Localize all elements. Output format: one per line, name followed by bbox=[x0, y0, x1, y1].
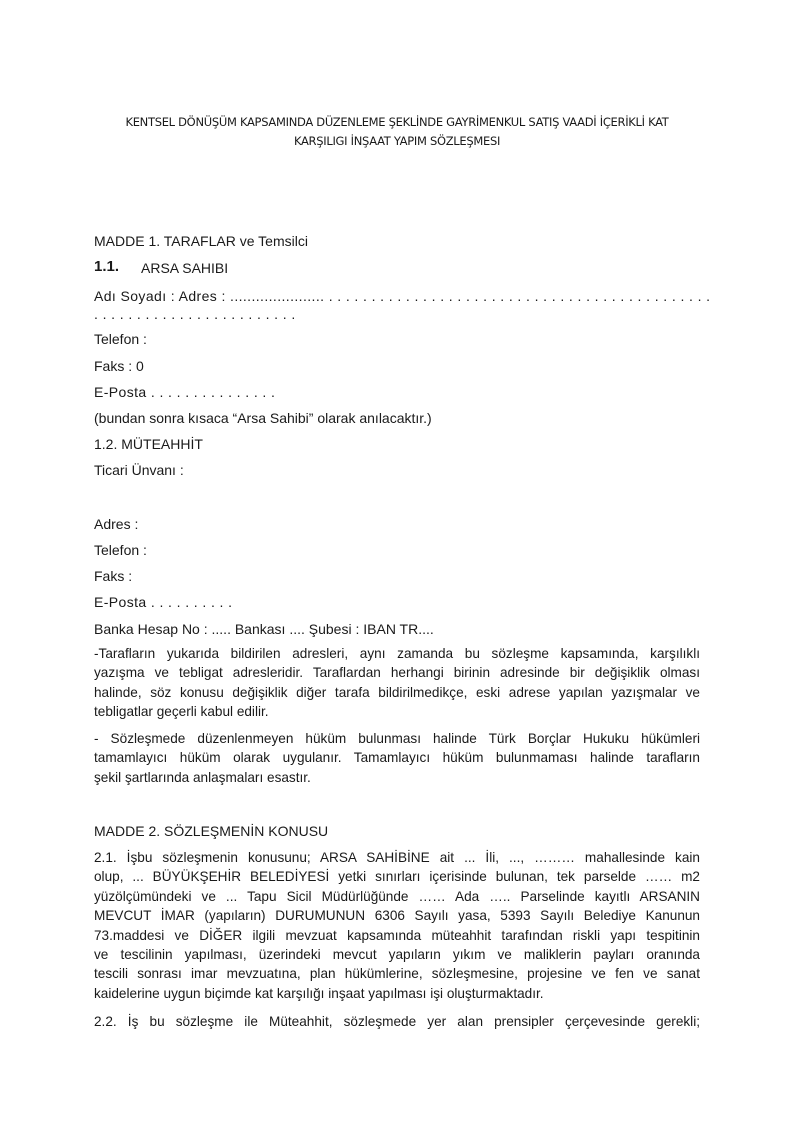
eposta-field-2: E-Posta . . . . . . . . . . bbox=[94, 594, 233, 610]
madde-1-heading: MADDE 1. TARAFLAR ve Temsilci bbox=[94, 233, 308, 249]
adi-soyadi-adres-line: Adı Soyadı : Adres : ...................... . . . . . . . . . . . . . . . . . . . . . . . . . . . . . . . . . . . . . . . . . . . . . bbox=[94, 288, 711, 304]
faks-field-2: Faks : bbox=[94, 568, 133, 584]
document-title bbox=[80, 113, 714, 151]
paragraph-line: ve tescilinin yapılması, üzerindeki mevcut yapıların yıkım ve maliklerin payları oranında bbox=[94, 946, 700, 962]
title-line-2: KARŞILIGI İNŞAAT YAPIM SÖZLEŞMESI bbox=[293, 134, 501, 148]
paragraph-line: kaidelerine uygun biçimde kat karşılığı inşaat yapılması işi oluşturmaktadır. bbox=[94, 985, 544, 1001]
paragraph-line: -Tarafların yukarıda bildirilen adresleri, aynı zamanda bu sözleşme kapsamında, karşılıklı bbox=[94, 646, 700, 661]
paragraph-line: halinde, söz konusu değişiklik diğer tarafa bildirilmedikçe, eski adrese yapılan yazışmalar ve bbox=[94, 684, 700, 700]
paragraph-line: şekil şartlarında anlaşmaları esastır. bbox=[94, 769, 311, 785]
madde-2-heading: MADDE 2. SÖZLEŞMENİN KONUSU bbox=[94, 823, 329, 839]
title-line-1: KENTSEL DÖNÜŞÜM KAPSAMINDA DÜZENLEME ŞEKLİNDE GAYRİMENKUL SATIŞ VAADİ İÇERİKLİ KAT bbox=[125, 115, 669, 129]
section-1-1-label: ARSA SAHIBI bbox=[141, 260, 229, 276]
paragraph-line: 2.1. İşbu sözleşmenin konusunu; ARSA SAHİBİNE ait ... İli, ..., ……… mahallesinde kain bbox=[94, 850, 700, 865]
paragraph-line: yüzölçümündeki ve ... Tapu Sicil Müdürlüğünde …… Ada ….. Parselinde kayıtlı ARSANIN bbox=[94, 888, 700, 904]
faks-field: Faks : 0 bbox=[94, 358, 144, 374]
paragraph-line: tebligatlar geçerli kabul edilir. bbox=[94, 704, 269, 720]
sozlesme-konusu-paragraph bbox=[94, 848, 700, 1003]
banka-hesap-field: Banka Hesap No : ..... Bankası .... Şubesi : IBAN TR.... bbox=[94, 621, 434, 637]
paragraph-line: - Sözleşmede düzenlenmeyen hüküm bulunması halinde Türk Borçlar Hukuku hükümleri bbox=[94, 731, 700, 746]
telefon-field: Telefon : bbox=[94, 331, 147, 347]
paragraph-line: yazışma ve tebligat adresleridir. Taraflardan herhangi birinin adresinde bir değişiklik olması bbox=[94, 665, 700, 681]
tamamlayici-hukum-paragraph bbox=[94, 729, 700, 787]
paragraph-line: tamamlayıcı hüküm olarak uygulanır. Tamamlayıcı hüküm bulunmaması halinde tarafların bbox=[94, 750, 700, 766]
adresler-paragraph bbox=[94, 644, 700, 722]
section-2-2-paragraph bbox=[94, 1012, 700, 1031]
eposta-field: E-Posta . . . . . . . . . . . . . . . bbox=[94, 384, 276, 400]
paragraph-line: 73.maddesi ve DİĞER ilgili mevzuat kapsamında müteahhit tarafından riskli yapı tespitinin bbox=[94, 927, 700, 943]
section-1-2-heading: 1.2. MÜTEAHHİT bbox=[94, 436, 203, 452]
adi-soyadi-adres-continuation: . . . . . . . . . . . . . . . . . . . . . . . . bbox=[94, 306, 296, 322]
ticari-unvani-field: Ticari Ünvanı : bbox=[94, 462, 184, 478]
paragraph-line: 2.2. İş bu sözleşme ile Müteahhit, sözleşmede yer alan prensipler çerçevesinde gerekli; bbox=[94, 1014, 700, 1029]
anilacak-note: (bundan sonra kısaca “Arsa Sahibi” olarak anılacaktır.) bbox=[94, 410, 432, 426]
paragraph-line: tescili sonrası imar mevzuatına, plan hükümlerine, sözleşmesine, projesine ve fen ve sanat bbox=[94, 966, 700, 982]
paragraph-line: olup, ... BÜYÜKŞEHİR BELEDİYESİ yetki sınırları içerisinde bulunan, tek parselde …… m2 bbox=[94, 869, 700, 885]
telefon-field-2: Telefon : bbox=[94, 542, 147, 558]
paragraph-line: MEVCUT İMAR (yapıların) DURUMUNUN 6306 Sayılı yasa, 5393 Sayılı Belediye Kanunun bbox=[94, 908, 700, 924]
adres-field: Adres : bbox=[94, 516, 139, 532]
section-1-1-number: 1.1. bbox=[94, 258, 120, 275]
